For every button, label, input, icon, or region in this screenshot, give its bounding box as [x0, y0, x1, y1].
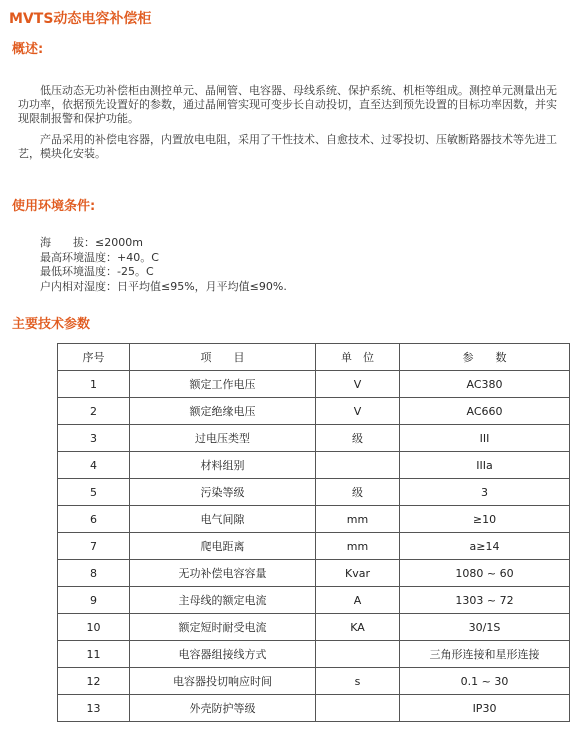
- environment-heading: 使用环境条件:: [12, 199, 96, 214]
- table-row: [58, 533, 570, 560]
- cell-unit: V: [316, 398, 400, 425]
- cell-value: IP30: [400, 695, 570, 722]
- overview-paragraph-2: 产品采用的补偿电容器，内置放电电阻，采用了干性技术、自愈技术、过零投切、压敏断路器技术等先进工艺，模块化安装。: [18, 133, 557, 160]
- header-item: 项 目: [130, 344, 316, 371]
- cell-value: AC660: [400, 398, 570, 425]
- cell-unit: 级: [316, 425, 400, 452]
- cell-unit: 级: [316, 479, 400, 506]
- cell-item: 主母线的额定电流: [130, 587, 316, 614]
- cell-index: 3: [58, 425, 130, 452]
- cell-index: 6: [58, 506, 130, 533]
- env-min-temp: 最低环境温度：-25。C: [40, 265, 154, 278]
- cell-item: 无功补偿电容容量: [130, 560, 316, 587]
- cell-item: 额定绝缘电压: [130, 398, 316, 425]
- cell-index: 13: [58, 695, 130, 722]
- cell-value: 3: [400, 479, 570, 506]
- page-title: MVTS动态电容补偿柜: [9, 11, 152, 27]
- cell-value: ≥10: [400, 506, 570, 533]
- cell-item: 外壳防护等级: [130, 695, 316, 722]
- header-unit: 单 位: [316, 344, 400, 371]
- table-row: [58, 506, 570, 533]
- table-row: [58, 425, 570, 452]
- cell-item: 额定短时耐受电流: [130, 614, 316, 641]
- cell-unit: mm: [316, 533, 400, 560]
- table-row: [58, 398, 570, 425]
- cell-item: 污染等级: [130, 479, 316, 506]
- cell-index: 11: [58, 641, 130, 668]
- cell-item: 电容器投切响应时间: [130, 668, 316, 695]
- cell-value: III: [400, 425, 570, 452]
- cell-item: 电容器组接线方式: [130, 641, 316, 668]
- cell-value: AC380: [400, 371, 570, 398]
- cell-unit: A: [316, 587, 400, 614]
- cell-value: IIIa: [400, 452, 570, 479]
- cell-index: 9: [58, 587, 130, 614]
- cell-unit: Kvar: [316, 560, 400, 587]
- overview-paragraph-1: 低压动态无功补偿柜由测控单元、晶闸管、电容器、母线系统、保护系统、机柜等组成。测控单元测量出无功功率，依据预先设置好的参数，通过晶闸管实现可变步长自动投切，直至达到预先设置的目标功率因数，并实现限制报警和保护功能。: [18, 84, 557, 125]
- cell-item: 爬电距离: [130, 533, 316, 560]
- table-row: [58, 587, 570, 614]
- env-max-temp: 最高环境温度：+40。C: [40, 251, 159, 264]
- table-row: [58, 641, 570, 668]
- cell-unit: [316, 695, 400, 722]
- table-row: [58, 452, 570, 479]
- cell-unit: s: [316, 668, 400, 695]
- cell-value: 1303 ~ 72: [400, 587, 570, 614]
- overview-heading: 概述:: [12, 42, 44, 57]
- cell-value: 三角形连接和星形连接: [400, 641, 570, 668]
- cell-item: 过电压类型: [130, 425, 316, 452]
- table-row: [58, 560, 570, 587]
- env-altitude: 海 拔：≤2000m: [40, 236, 143, 249]
- specs-heading: 主要技术参数: [12, 317, 91, 332]
- header-value: 参 数: [400, 344, 570, 371]
- table-row: [58, 668, 570, 695]
- cell-unit: [316, 641, 400, 668]
- cell-index: 12: [58, 668, 130, 695]
- table-row: [58, 479, 570, 506]
- cell-unit: KA: [316, 614, 400, 641]
- cell-unit: [316, 452, 400, 479]
- table-row: [58, 614, 570, 641]
- cell-unit: V: [316, 371, 400, 398]
- cell-index: 1: [58, 371, 130, 398]
- cell-index: 2: [58, 398, 130, 425]
- header-index: 序号: [58, 344, 130, 371]
- cell-index: 7: [58, 533, 130, 560]
- table-row: [58, 371, 570, 398]
- cell-item: 电气间隙: [130, 506, 316, 533]
- table-row: [58, 695, 570, 722]
- cell-value: 1080 ~ 60: [400, 560, 570, 587]
- cell-index: 4: [58, 452, 130, 479]
- env-humidity: 户内相对湿度：日平均值≤95%，月平均值≤90%.: [40, 280, 287, 293]
- cell-index: 10: [58, 614, 130, 641]
- specs-table: [57, 343, 570, 722]
- cell-unit: mm: [316, 506, 400, 533]
- cell-value: 30/1S: [400, 614, 570, 641]
- cell-item: 额定工作电压: [130, 371, 316, 398]
- cell-index: 8: [58, 560, 130, 587]
- cell-index: 5: [58, 479, 130, 506]
- cell-value: a≥14: [400, 533, 570, 560]
- specs-header-row: [58, 344, 570, 371]
- cell-value: 0.1 ~ 30: [400, 668, 570, 695]
- cell-item: 材料组别: [130, 452, 316, 479]
